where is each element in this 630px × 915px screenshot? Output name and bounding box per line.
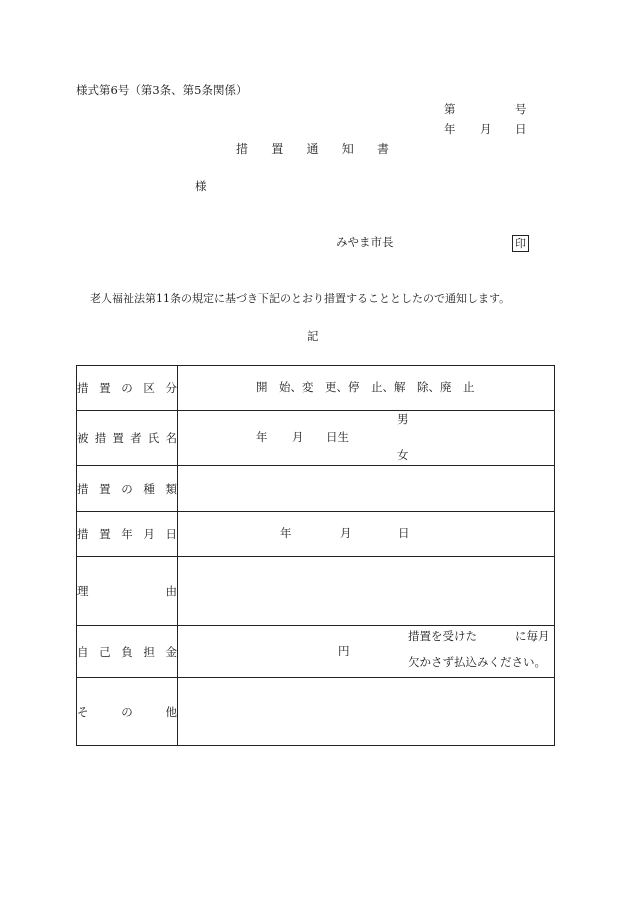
label-char: 置: [99, 527, 111, 541]
sex-male: 男: [397, 412, 409, 426]
number-dai: 第: [444, 102, 456, 116]
seal-mark: 印: [512, 235, 529, 252]
payment-note-a: 措置を受けた: [408, 628, 477, 643]
title-char: 措: [236, 142, 249, 156]
label-char: の: [121, 381, 133, 395]
row-kubun: [77, 366, 555, 411]
row-other: [77, 678, 555, 746]
label-char: 己: [99, 644, 111, 659]
label-char: 理: [77, 584, 89, 598]
value-kind: [178, 466, 555, 512]
birth-month: 月: [292, 430, 304, 444]
label-reason: [77, 557, 178, 626]
title-char: 置: [271, 142, 284, 156]
label-char: の: [121, 704, 133, 719]
details-table: [76, 365, 555, 746]
label-char: 者: [130, 431, 142, 445]
title-char: 書: [376, 142, 389, 156]
label-char: 担: [143, 644, 155, 659]
sex-female: 女: [397, 448, 409, 462]
label-char: 種: [143, 481, 155, 496]
payment-note-b: に毎月: [515, 628, 550, 643]
value-kubun: [178, 366, 555, 411]
label-char: 氏: [147, 431, 160, 445]
kubun-options: 開 始、変 更、停 止、解 除、廃 止: [256, 380, 475, 394]
row-name: [77, 411, 555, 466]
addressee-suffix: 様: [195, 179, 207, 193]
label-char: 措: [77, 481, 89, 496]
measure-month: 月: [340, 526, 352, 540]
document-title: [236, 143, 389, 155]
label-kubun: [77, 366, 178, 411]
label-kind: [77, 466, 178, 512]
label-char: 負: [121, 644, 133, 659]
label-char: 分: [165, 381, 177, 395]
row-burden: [77, 626, 555, 678]
label-char: 他: [165, 704, 177, 719]
label-name: [77, 411, 178, 466]
measure-day: 日: [398, 526, 410, 540]
label-burden: [77, 626, 178, 678]
label-date: [77, 512, 178, 557]
label-char: 由: [165, 584, 177, 598]
label-char: 置: [99, 481, 111, 496]
label-char: 置: [112, 431, 124, 445]
date-year: 年: [444, 122, 456, 136]
label-char: 措: [77, 527, 89, 541]
title-char: 知: [341, 142, 354, 156]
label-char: そ: [77, 704, 89, 719]
label-char: 月: [143, 527, 155, 541]
number-go: 号: [515, 102, 527, 116]
label-char: 区: [143, 381, 155, 395]
row-date: [77, 512, 555, 557]
label-char: 被: [77, 431, 89, 445]
value-reason: [178, 557, 555, 626]
label-char: 類: [165, 481, 177, 496]
payment-note-line2: 欠かさず払込みください。: [408, 654, 546, 669]
row-kind: [77, 466, 555, 512]
title-char: 通: [306, 142, 319, 156]
measure-year: 年: [280, 526, 292, 540]
birth-day: 日生: [326, 430, 349, 444]
label-char: 自: [77, 644, 89, 659]
label-char: 金: [165, 644, 177, 659]
value-date: [178, 512, 555, 557]
value-burden: [178, 626, 555, 678]
label-char: の: [121, 481, 133, 496]
date-day: 日: [515, 122, 527, 136]
label-char: 年: [121, 527, 133, 541]
label-char: 措: [77, 381, 89, 395]
ki-label: 記: [307, 329, 319, 343]
form-id: 様式第6号（第3条、第5条関係）: [76, 83, 248, 97]
label-char: 名: [165, 431, 177, 445]
yen-unit: 円: [338, 643, 350, 658]
label-char: 置: [99, 381, 111, 395]
value-name: [178, 411, 555, 466]
body-text: 老人福祉法第11条の規定に基づき下記のとおり措置することとしたので通知します。: [90, 292, 511, 305]
label-char: 日: [165, 527, 177, 541]
date-month: 月: [480, 122, 492, 136]
label-char: 措: [94, 431, 107, 445]
issuer: みやま市長: [336, 235, 394, 249]
row-reason: [77, 557, 555, 626]
label-other: [77, 678, 178, 746]
value-other: [178, 678, 555, 746]
birth-year: 年: [256, 430, 268, 444]
